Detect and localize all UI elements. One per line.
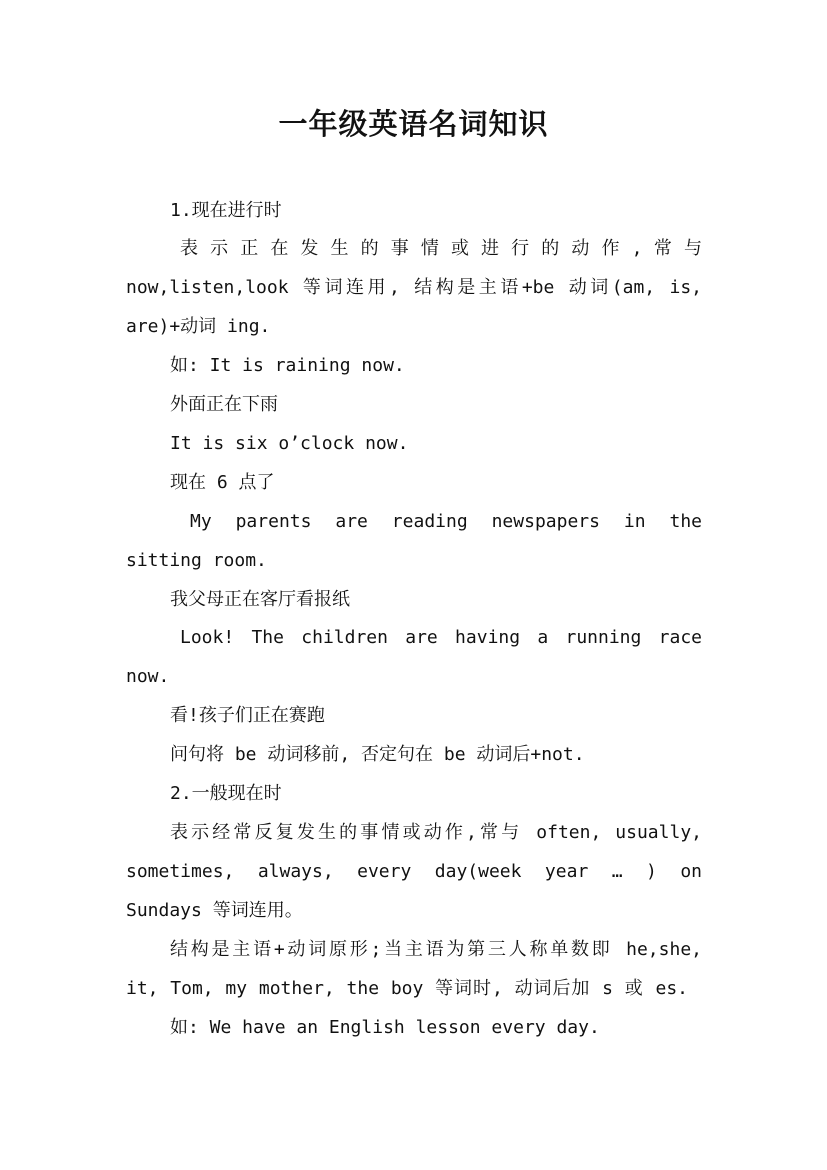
paragraph-line: it, Tom, my mother, the boy 等词时, 动词后加 s 或 es. [126,978,688,999]
paragraph-line: sometimes, always, every day(week year … ) on [126,861,702,882]
document-title: 一年级英语名词知识 [278,107,549,141]
example-line: now. [126,666,170,687]
example-line: Look! The children are having a running race [180,627,702,648]
paragraph-line: Sundays 等词连用。 [126,900,303,921]
example-line: 如: We have an English lesson every day. [170,1017,600,1038]
section-heading-simple-present: 2.一般现在时 [170,783,282,804]
paragraph-line: 问句将 be 动词移前, 否定句在 be 动词后+not. [170,744,585,765]
paragraph-line: 结构是主语+动词原形;当主语为第三人称单数即 he,she, [170,939,702,960]
paragraph-line: 表 示 正 在 发 生 的 事 情 或 进 行 的 动 作 , 常 与 [180,238,702,259]
section-heading-present-continuous: 1.现在进行时 [170,200,282,221]
example-line: My parents are reading newspapers in the [190,511,702,532]
paragraph-line: are)+动词 ing. [126,316,271,337]
paragraph-line: 表示经常反复发生的事情或动作,常与 often, usually, [170,822,702,843]
example-line: It is six o’clock now. [170,433,409,454]
translation-line: 我父母正在客厅看报纸 [170,589,350,610]
example-line: 如: It is raining now. [170,355,405,376]
translation-line: 现在 6 点了 [170,472,275,493]
translation-line: 外面正在下雨 [170,394,278,415]
example-line: sitting room. [126,550,267,571]
translation-line: 看!孩子们正在赛跑 [170,705,325,726]
paragraph-line: now,listen,look 等词连用, 结构是主语+be 动词(am, is, [126,277,702,298]
